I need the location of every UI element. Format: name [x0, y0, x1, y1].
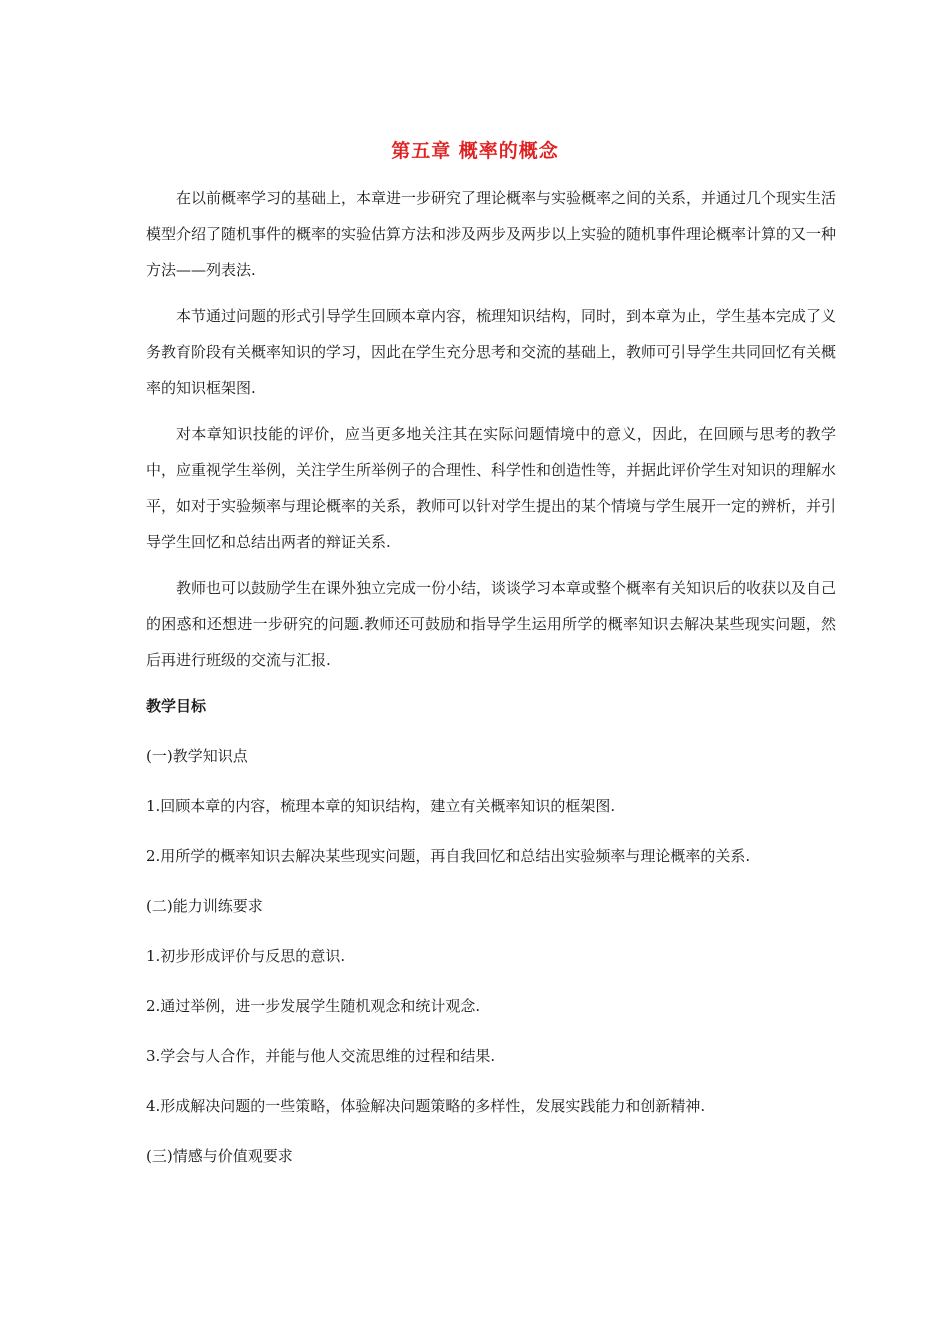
- knowledge-item-2: 2.用所学的概率知识去解决某些现实问题，再自我回忆和总结出实验频率与理论概率的关系.: [146, 847, 751, 865]
- section-heading-teaching-goals: 教学目标: [146, 697, 207, 715]
- subsection-emotion-values: (三)情感与价值观要求: [146, 1147, 293, 1165]
- knowledge-item-1: 1.回顾本章的内容，梳理本章的知识结构，建立有关概率知识的框架图.: [146, 797, 616, 815]
- paragraph-3: 对本章知识技能的评价，应当更多地关注其在实际问题情境中的意义，因此，在回顾与思考的教学中，应重视学生举例，关注学生所举例子的合理性、科学性和创造性等，并据此评价学生对知识的理解水平，如对于实验频率与理论概率的关系，教师可以针对学生提出的某个情境与学生展开一定的辨析，并引导学生回忆和总结出两者的辩证关系.: [146, 425, 837, 551]
- paragraph-2: 本节通过问题的形式引导学生回顾本章内容，梳理知识结构，同时，到本章为止，学生基本完成了义务教育阶段有关概率知识的学习，因此在学生充分思考和交流的基础上，教师可引导学生共同回忆有关概率的知识框架图.: [146, 307, 837, 397]
- ability-item-1: 1.初步形成评价与反思的意识.: [146, 947, 346, 965]
- ability-item-4: 4.形成解决问题的一些策略，体验解决问题策略的多样性，发展实践能力和创新精神.: [146, 1097, 706, 1115]
- chapter-title: 第五章 概率的概念: [391, 140, 559, 162]
- subsection-ability-training: (二)能力训练要求: [146, 897, 263, 915]
- paragraph-4: 教师也可以鼓励学生在课外独立完成一份小结，谈谈学习本章或整个概率有关知识后的收获以及自己的困惑和还想进一步研究的问题.教师还可鼓励和指导学生运用所学的概率知识去解决某些现实问题，然后再进行班级的交流与汇报.: [146, 579, 837, 669]
- subsection-knowledge-points: (一)教学知识点: [146, 747, 248, 765]
- document-body: [146, 180, 836, 1188]
- ability-item-3: 3.学会与人合作，并能与他人交流思维的过程和结果.: [146, 1047, 496, 1065]
- ability-item-2: 2.通过举例，进一步发展学生随机观念和统计观念.: [146, 997, 481, 1015]
- paragraph-1: 在以前概率学习的基础上，本章进一步研究了理论概率与实验概率之间的关系，并通过几个现实生活模型介绍了随机事件的概率的实验估算方法和涉及两步及两步以上实验的随机事件理论概率计算的又一种方法——列表法.: [146, 189, 837, 279]
